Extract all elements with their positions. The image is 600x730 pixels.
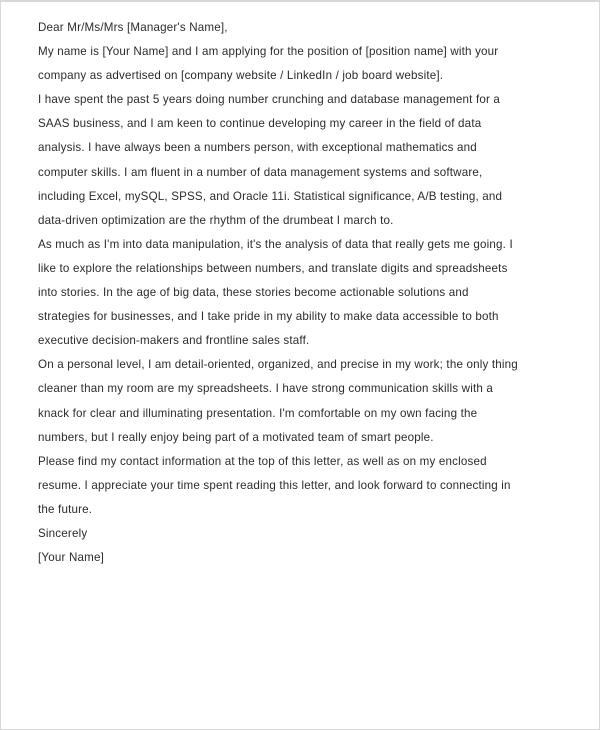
- salutation-line: Dear Mr/Ms/Mrs [Manager's Name],: [38, 21, 228, 34]
- paragraph-line: the future.: [38, 502, 93, 516]
- paragraph-line: resume. I appreciate your time spent reading this letter, and look forward to connecting in: [38, 478, 511, 492]
- signoff: [38, 522, 566, 546]
- paragraph-line: company as advertised on [company website / LinkedIn / job board website].: [38, 69, 444, 83]
- signature: [38, 546, 566, 570]
- paragraph-line: cleaner than my room are my spreadsheets. I have strong communication skills with a: [38, 382, 494, 396]
- paragraph-line: On a personal level, I am detail-oriented, organized, and precise in my work; the only thing: [38, 358, 518, 372]
- paragraph-experience: [38, 88, 566, 233]
- paragraph-line: SAAS business, and I am keen to continue developing my career in the field of data: [38, 117, 482, 131]
- paragraph-line: strategies for businesses, and I take pride in my ability to make data accessible to both: [38, 310, 499, 324]
- paragraph-line: I have spent the past 5 years doing number crunching and database management for a: [38, 93, 501, 107]
- paragraph-line: including Excel, mySQL, SPSS, and Oracle 11i. Statistical significance, A/B testing, and: [38, 189, 503, 203]
- paragraph-line: like to explore the relationships between numbers, and translate digits and spreadsheets: [38, 261, 508, 275]
- paragraph-personal: [38, 353, 566, 449]
- salutation: [38, 16, 566, 40]
- paragraph-closing: [38, 450, 566, 522]
- signature-line: [Your Name]: [38, 551, 104, 565]
- paragraph-line: analysis. I have always been a numbers person, with exceptional mathematics and: [38, 141, 477, 155]
- paragraph-line: Please find my contact information at the top of this letter, as well as on my enclosed: [38, 454, 487, 468]
- paragraph-line: numbers, but I really enjoy being part of a motivated team of smart people.: [38, 430, 434, 444]
- paragraph-intro: [38, 40, 566, 88]
- paragraph-line: into stories. In the age of big data, these stories become actionable solutions and: [38, 286, 469, 300]
- paragraph-line: My name is [Your Name] and I am applying for the position of [position name] with your: [38, 45, 499, 59]
- paragraph-line: computer skills. I am fluent in a number of data management systems and software,: [38, 165, 483, 179]
- paragraph-line: executive decision-makers and frontline sales staff.: [38, 334, 310, 348]
- signoff-line: Sincerely: [38, 526, 88, 540]
- letter-body: [38, 16, 566, 570]
- paragraph-line: knack for clear and illuminating presentation. I'm comfortable on my own facing the: [38, 406, 478, 420]
- paragraph-line: data-driven optimization are the rhythm of the drumbeat I march to.: [38, 213, 394, 227]
- paragraph-line: As much as I'm into data manipulation, it's the analysis of data that really gets me going. I: [38, 237, 513, 251]
- paragraph-analysis: [38, 233, 566, 353]
